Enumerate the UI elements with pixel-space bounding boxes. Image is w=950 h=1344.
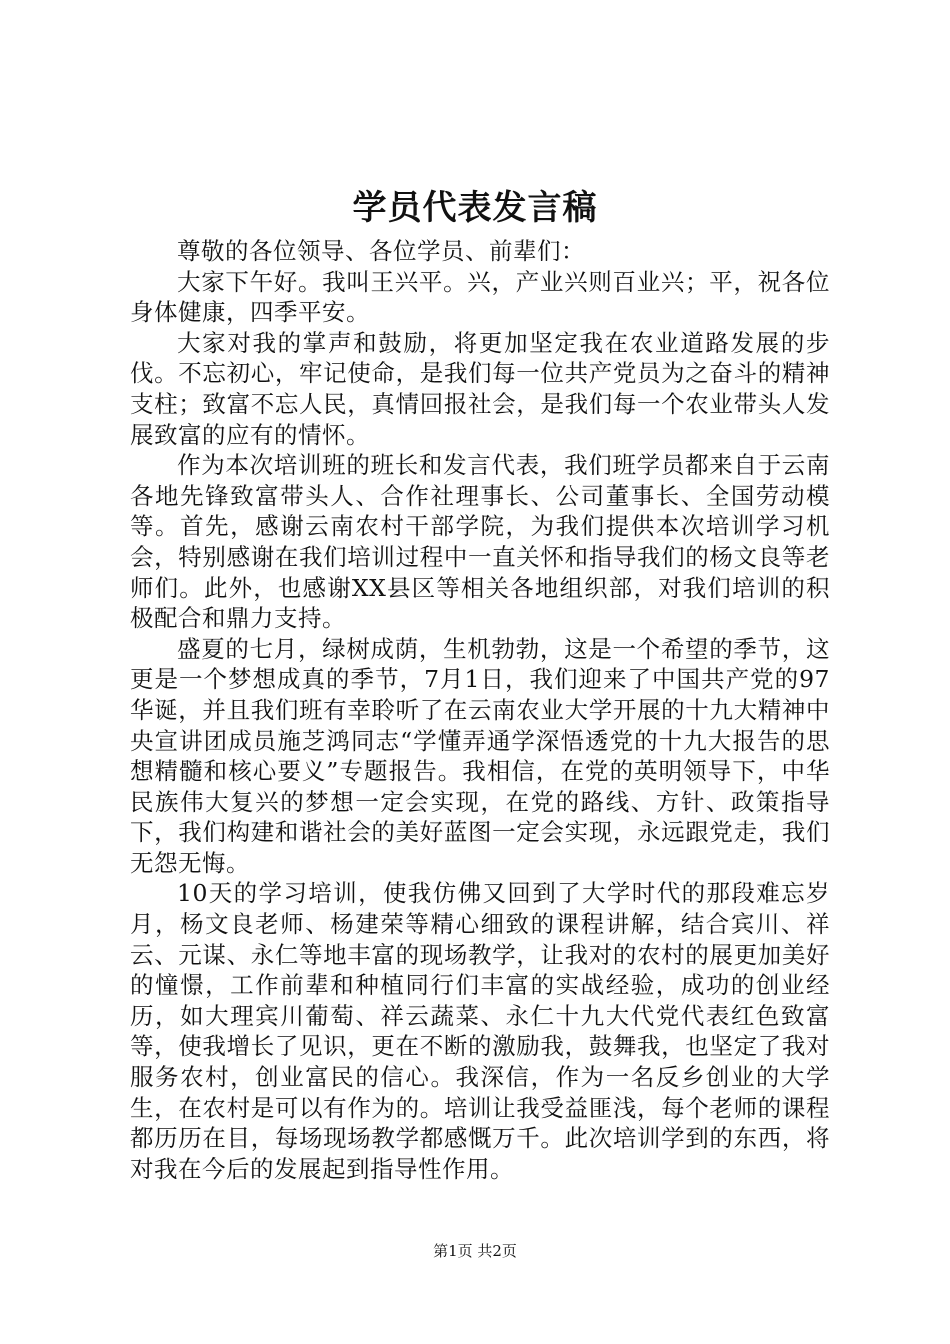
page-number-footer: 第1页 共2页: [433, 1242, 517, 1260]
paragraph-july: 盛夏的七月，绿树成荫，生机勃勃，这是一个希望的季节，这更是一个梦想成真的季节，7月1日，我们迎来了中国共产党的97华诞，并且我们班有幸聆听了在云南农业大学开展的十九大精神中央宣讲团成员施芝鸿同志“学懂弄通学深悟透党的十九大报告的思想精髓和核心要义”专题报告。我相信，在党的英明领导下，中华民族伟大复兴的梦想一定会实现，在党的路线、方针、政策指导下，我们构建和谐社会的美好蓝图一定会实现，永远跟党走，我们无怨无悔。: [130, 634, 830, 877]
document-body: [130, 236, 830, 1184]
paragraph-thanks: 作为本次培训班的班长和发言代表，我们班学员都来自于云南各地先锋致富带头人、合作社理事长、公司董事长、全国劳动模等。首先，感谢云南农村干部学院，为我们提供本次培训学习机会，特别感谢在我们培训过程中一直关怀和指导我们的杨文良等老师们。此外，也感谢XX县区等相关各地组织部，对我们培训的积极配合和鼎力支持。: [130, 451, 830, 633]
document-title: 学员代表发言稿: [352, 188, 598, 228]
paragraph-greeting: 大家下午好。我叫王兴平。兴，产业兴则百业兴；平，祝各位身体健康，四季平安。: [130, 267, 830, 327]
paragraph-training: 10天的学习培训，使我仿佛又回到了大学时代的那段难忘岁月，杨文良老师、杨建荣等精心细致的课程讲解，结合宾川、祥云、元谋、永仁等地丰富的现场教学，让我对的农村的展更加美好的憧憬，工作前辈和种植同行们丰富的实战经验，成功的创业经历，如大理宾川葡萄、祥云蔬菜、永仁十九大代党代表红色致富等，使我增长了见识，更在不断的激励我，鼓舞我，也坚定了我对服务农村，创业富民的信心。我深信，作为一名反乡创业的大学生，在农村是可以有作为的。培训让我受益匪浅，每个老师的课程都历历在目，每场现场教学都感慨万千。此次培训学到的东西，将对我在今后的发展起到指导性作用。: [130, 879, 830, 1183]
paragraph-encouragement: 大家对我的掌声和鼓励，将更加坚定我在农业道路发展的步伐。不忘初心，牢记使命，是我们每一位共产党员为之奋斗的精神支柱；致富不忘人民，真情回报社会，是我们每一个农业带头人发展致富的应有的情怀。: [130, 328, 830, 449]
paragraph-salutation: 尊敬的各位领导、各位学员、前辈们：: [177, 237, 585, 265]
